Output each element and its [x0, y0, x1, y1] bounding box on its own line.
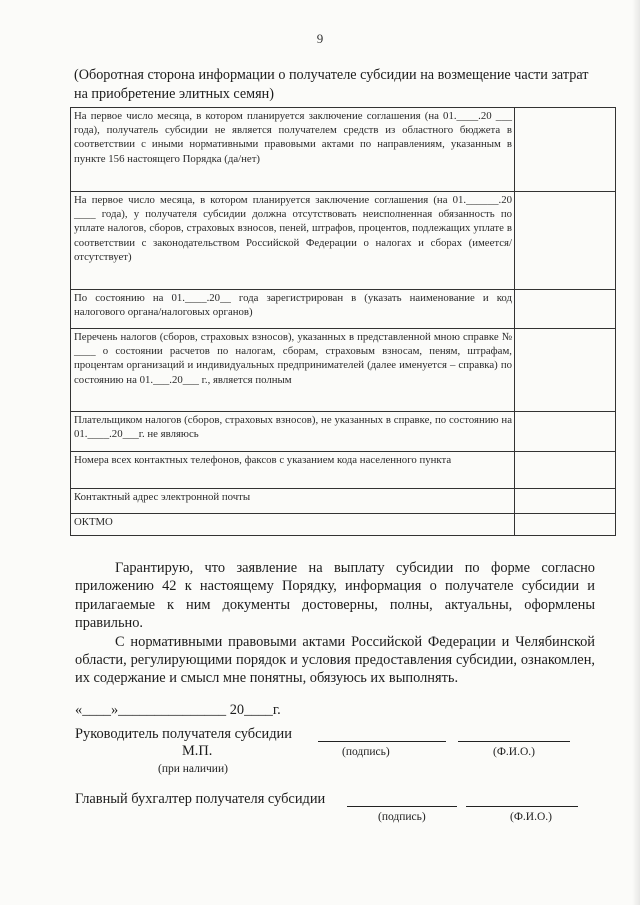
head-name-caption: (Ф.И.О.) [493, 746, 535, 758]
acknowledgement-paragraph: С нормативными правовыми актами Российской Федерации и Челябинской области, регулирующими порядок и условия предоставления субсидии, ознакомлен, их содержание и смысл мне понятны, обязуюсь их выполнять. [75, 633, 595, 687]
page-number: 9 [316, 31, 324, 46]
date-line: «____»_______________ 20____г. [75, 702, 281, 718]
stamp-label: М.П. [182, 743, 213, 759]
table-row [71, 489, 616, 514]
question-cell: ОКТМО [71, 514, 515, 536]
scan-edge-shadow [632, 0, 640, 905]
stamp-note: (при наличии) [158, 763, 228, 775]
question-cell: На первое число месяца, в котором планируется заключение соглашения (на 01.______.20 ____ года), у получателя субсидии должна отсутствовать неисполненная обязанность по уплате налогов, сборов, страховых взносов, пеней, штрафов, процентов, подлежащих уплате в соответствии с законодательством Российской Федерации о налогах и сборах (имеется/отсутствует) [71, 192, 515, 290]
answer-cell[interactable] [515, 108, 616, 192]
question-cell: Контактный адрес электронной почты [71, 489, 515, 514]
question-cell: Плательщиком налогов (сборов, страховых взносов), не указанных в справке, по состоянию на 01.____.20___г. не являюсь [71, 412, 515, 452]
answer-cell[interactable] [515, 452, 616, 489]
accountant-name-line[interactable] [466, 806, 578, 807]
table-row [71, 108, 616, 192]
answer-cell[interactable] [515, 412, 616, 452]
answer-cell[interactable] [515, 329, 616, 412]
table-row [71, 412, 616, 452]
head-name-line[interactable] [458, 741, 570, 742]
guarantee-text [75, 559, 595, 688]
accountant-signature-label: Главный бухгалтер получателя субсидии [75, 791, 326, 807]
head-signature-line[interactable] [318, 741, 446, 742]
head-signature-label: Руководитель получателя субсидии [75, 726, 292, 742]
table-row [71, 452, 616, 489]
table-row [71, 290, 616, 329]
accountant-name-caption: (Ф.И.О.) [510, 811, 552, 823]
question-cell: По состоянию на 01.____.20__ года зарегистрирован в (указать наименование и код налогового органа/налоговых органов) [71, 290, 515, 329]
accountant-signature-caption: (подпись) [378, 811, 426, 823]
answer-cell[interactable] [515, 514, 616, 536]
guarantee-paragraph: Гарантирую, что заявление на выплату субсидии по форме согласно приложению 42 к настоящему Порядку, информация о получателе субсидии и прилагаемые к ним документы достоверны, полны, актуальны, оформлены правильно. [75, 560, 595, 632]
form-heading: (Оборотная сторона информации о получателе субсидии на возмещение части затрат на приобретение элитных семян) [74, 67, 589, 102]
question-cell: Номера всех контактных телефонов, факсов с указанием кода населенного пункта [71, 452, 515, 489]
table-row [71, 192, 616, 290]
table-row [71, 514, 616, 536]
accountant-signature-line[interactable] [347, 806, 457, 807]
answer-cell[interactable] [515, 290, 616, 329]
table-row [71, 329, 616, 412]
question-cell: Перечень налогов (сборов, страховых взносов), указанных в представленной мною справке № ____ о состоянии расчетов по налогам, сборам, страховым взносам, пеням, штрафам, процентам организаций и индивидуальных предпринимателей (далее именуется – справка) по состоянию на 01.___.20___ г., является полным [71, 329, 515, 412]
head-signature-caption: (подпись) [342, 746, 390, 758]
answer-cell[interactable] [515, 192, 616, 290]
answer-cell[interactable] [515, 489, 616, 514]
applicant-info-table [70, 107, 616, 536]
question-cell: На первое число месяца, в котором планируется заключение соглашения (на 01.____.20 ___ года), получатель субсидии не является получателем средств из областного бюджета в соответствии с иными нормативными правовыми актами по направлениям, указанным в пункте 156 настоящего Порядка (да/нет) [71, 108, 515, 192]
